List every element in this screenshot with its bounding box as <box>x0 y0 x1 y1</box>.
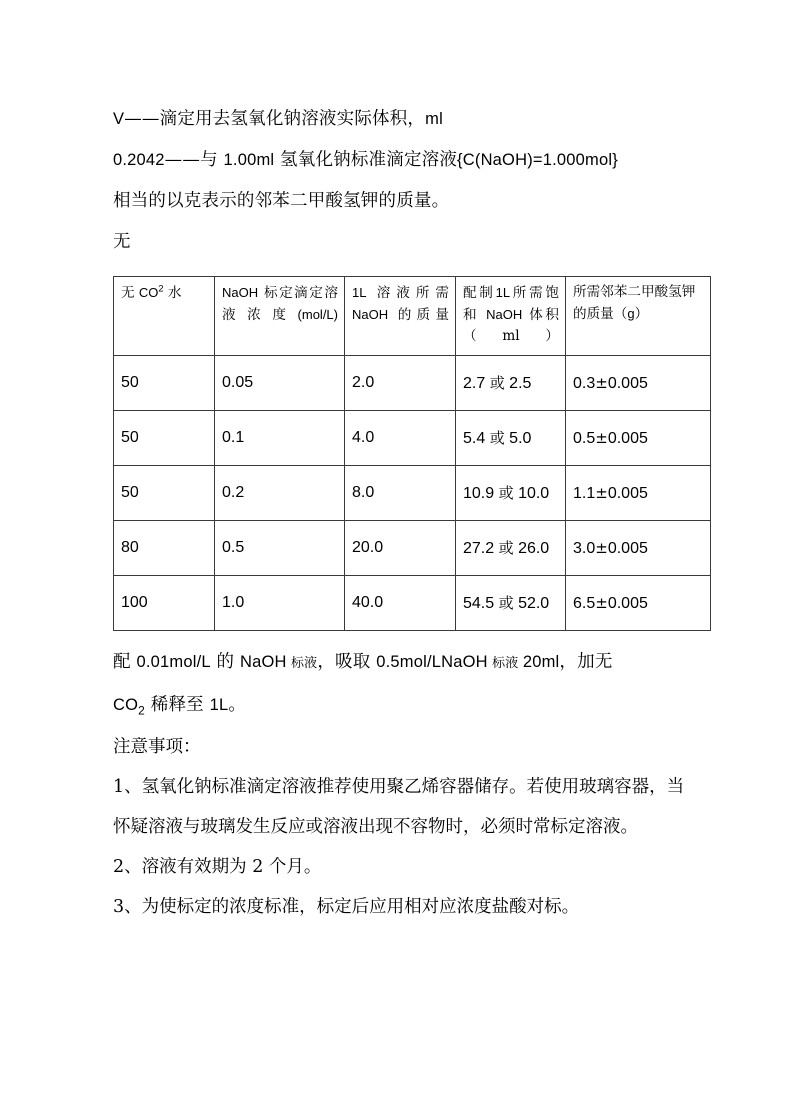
cell-saturated-volume <box>456 466 566 521</box>
text-segment: NaOH <box>352 307 389 322</box>
text-segment: ——滴定用去氢氧化钠溶液实际体积， <box>124 109 426 129</box>
cell-concentration: 0.05 <box>215 356 345 411</box>
cell-saturated-volume <box>456 521 566 576</box>
text-segment: 6.5 <box>573 594 596 612</box>
notes-section <box>113 727 713 927</box>
text-segment: 0.5mol/LNaOH <box>376 653 488 671</box>
text-segment: 稀释至 <box>144 695 210 715</box>
table-row <box>114 521 711 576</box>
text-segment: 5.0 <box>509 429 532 447</box>
note-item-2: 2、溶液有效期为 2 个月。 <box>113 857 322 877</box>
cell-naoh-mass: 20.0 <box>345 521 456 576</box>
text-segment: 的质量 <box>388 307 449 323</box>
text-segment: 1L <box>495 285 511 300</box>
text-segment: 配 <box>113 652 137 672</box>
text-segment: ——与 <box>164 150 224 170</box>
text-segment: 27.2 <box>463 539 495 557</box>
cell-saturated-volume <box>456 411 566 466</box>
text-segment: 或 <box>489 373 505 392</box>
text-segment: 0.5 <box>573 429 596 447</box>
dilution-line-2 <box>113 684 713 725</box>
cell-concentration: 0.1 <box>215 411 345 466</box>
text-segment: ） <box>634 306 649 322</box>
table-row <box>114 576 711 631</box>
plus-minus-sign: ± <box>595 538 608 557</box>
notes-heading: 注意事项： <box>113 737 201 757</box>
cell-khp-mass <box>566 466 711 521</box>
text-segment: NaOH <box>239 653 287 671</box>
text-segment: ，吸取 <box>317 652 377 672</box>
cell-naoh-mass: 4.0 <box>345 411 456 466</box>
cell-khp-mass <box>566 576 711 631</box>
text-segment: 3.0 <box>573 539 596 557</box>
text-segment: 配制 <box>463 285 496 301</box>
cell-naoh-mass: 40.0 <box>345 576 456 631</box>
text-segment: 0.005 <box>607 484 648 502</box>
text-segment: 水 <box>163 285 182 301</box>
text-segment: 2.5 <box>509 374 532 392</box>
naoh-preparation-table <box>113 276 711 631</box>
table-row <box>114 411 711 466</box>
table-header-saturated-naoh-volume <box>456 277 566 356</box>
plus-minus-sign: ± <box>595 483 608 502</box>
text-segment: 54.5 <box>463 594 495 612</box>
naoh-preparation-table-wrapper <box>113 276 713 631</box>
document-content <box>113 98 713 927</box>
text-segment-small: 标液 <box>487 656 523 671</box>
text-segment: 10.9 <box>463 484 495 502</box>
text-segment: CO <box>138 285 159 300</box>
plus-minus-sign: ± <box>595 593 608 612</box>
table-header-co2-water <box>114 277 215 356</box>
text-segment: V <box>113 110 125 128</box>
paragraph-v-definition <box>113 98 713 139</box>
cell-naoh-mass: 8.0 <box>345 466 456 521</box>
note-item-3: 3、为使标定的浓度标准，标定后应用相对应浓度盐酸对标。 <box>113 897 580 917</box>
text-segment: 或 <box>498 593 514 612</box>
paragraph-equivalent-mass <box>113 180 713 221</box>
text-segment: 氢氧化钠标准滴定溶液 <box>274 150 458 170</box>
text-segment: 溶液所需 <box>366 285 449 301</box>
text-segment: 52.0 <box>518 594 550 612</box>
plus-minus-sign: ± <box>595 373 608 392</box>
cell-saturated-volume <box>456 356 566 411</box>
text-segment: 无 <box>121 285 139 301</box>
text-segment: 。 <box>228 695 247 715</box>
text-segment: 1.1 <box>573 484 596 502</box>
text-segment-small: 标液 <box>286 656 318 671</box>
table-header-naoh-concentration <box>215 277 345 356</box>
text-segment: 0.3 <box>573 374 596 392</box>
cell-khp-mass <box>566 356 711 411</box>
text-segment: 标定滴定溶液浓度 <box>222 285 338 323</box>
text-segment: 1L <box>209 696 229 714</box>
text-segment: 26.0 <box>518 539 550 557</box>
text-segment: ml <box>425 110 443 128</box>
cell-water: 100 <box>114 576 215 631</box>
superscript-2: 2 <box>158 283 164 294</box>
text-segment: 0.005 <box>607 539 648 557</box>
paragraph-0-2042-definition <box>113 139 713 180</box>
table-header-khp-mass <box>566 277 711 356</box>
cell-concentration: 0.5 <box>215 521 345 576</box>
table-header-naoh-mass-per-1l <box>345 277 456 356</box>
cell-concentration: 1.0 <box>215 576 345 631</box>
intro-paragraph-block <box>113 98 713 262</box>
cell-water: 50 <box>114 411 215 466</box>
cell-water: 50 <box>114 466 215 521</box>
text-segment: 2.7 <box>463 374 486 392</box>
text-segment: 0.01mol/L <box>136 653 211 671</box>
text-segment: 体积（ml） <box>463 307 559 344</box>
text-segment: (mol/L) <box>297 307 338 322</box>
text-segment: 0.005 <box>607 594 648 612</box>
cell-naoh-mass: 2.0 <box>345 356 456 411</box>
table-row <box>114 356 711 411</box>
text-segment: 10.0 <box>518 484 550 502</box>
table-header-row <box>114 277 711 356</box>
text-segment: 0.005 <box>607 374 648 392</box>
text-segment: 0.005 <box>607 429 648 447</box>
plus-minus-sign: ± <box>595 428 608 447</box>
cell-saturated-volume <box>456 576 566 631</box>
text-segment: 的 <box>210 652 240 672</box>
cell-water: 80 <box>114 521 215 576</box>
text-segment: {C(NaOH)=1.000mol} <box>457 151 618 169</box>
text-segment: 相当的以克表示的邻苯二甲酸氢钾的质量。 <box>113 191 450 211</box>
text-segment: CO <box>113 696 139 714</box>
text-segment: 5.4 <box>463 429 486 447</box>
text-segment: 1.00ml <box>223 151 275 169</box>
text-segment: 或 <box>498 538 514 557</box>
cell-concentration: 0.2 <box>215 466 345 521</box>
text-segment: 无 <box>113 232 131 252</box>
text-segment: 或 <box>489 428 505 447</box>
note-item-1: 1、氢氧化钠标准滴定溶液推荐使用聚乙烯容器储存。若使用玻璃容器，当怀疑溶液与玻璃发生反应或溶液出现不容物时，必须时常标定溶液。 <box>113 777 685 837</box>
cell-khp-mass <box>566 521 711 576</box>
text-segment: NaOH <box>486 307 523 322</box>
text-segment: ，加无 <box>559 652 613 672</box>
dilution-line-1 <box>113 641 713 684</box>
text-segment: 所需邻苯二甲酸氢钾的质量（ <box>573 284 696 322</box>
text-segment: 所需饱和 <box>463 285 560 323</box>
text-segment: 0.2042 <box>113 151 165 169</box>
text-segment: 或 <box>498 483 514 502</box>
text-segment: g <box>627 306 635 321</box>
subscript-2: 2 <box>138 703 145 718</box>
cell-water: 50 <box>114 356 215 411</box>
paragraph-none <box>113 221 713 262</box>
text-segment: 20ml <box>522 653 560 671</box>
text-segment: NaOH <box>222 285 259 300</box>
dilution-instructions <box>113 641 713 725</box>
table-row <box>114 466 711 521</box>
text-segment: 1L <box>352 285 367 300</box>
cell-khp-mass <box>566 411 711 466</box>
